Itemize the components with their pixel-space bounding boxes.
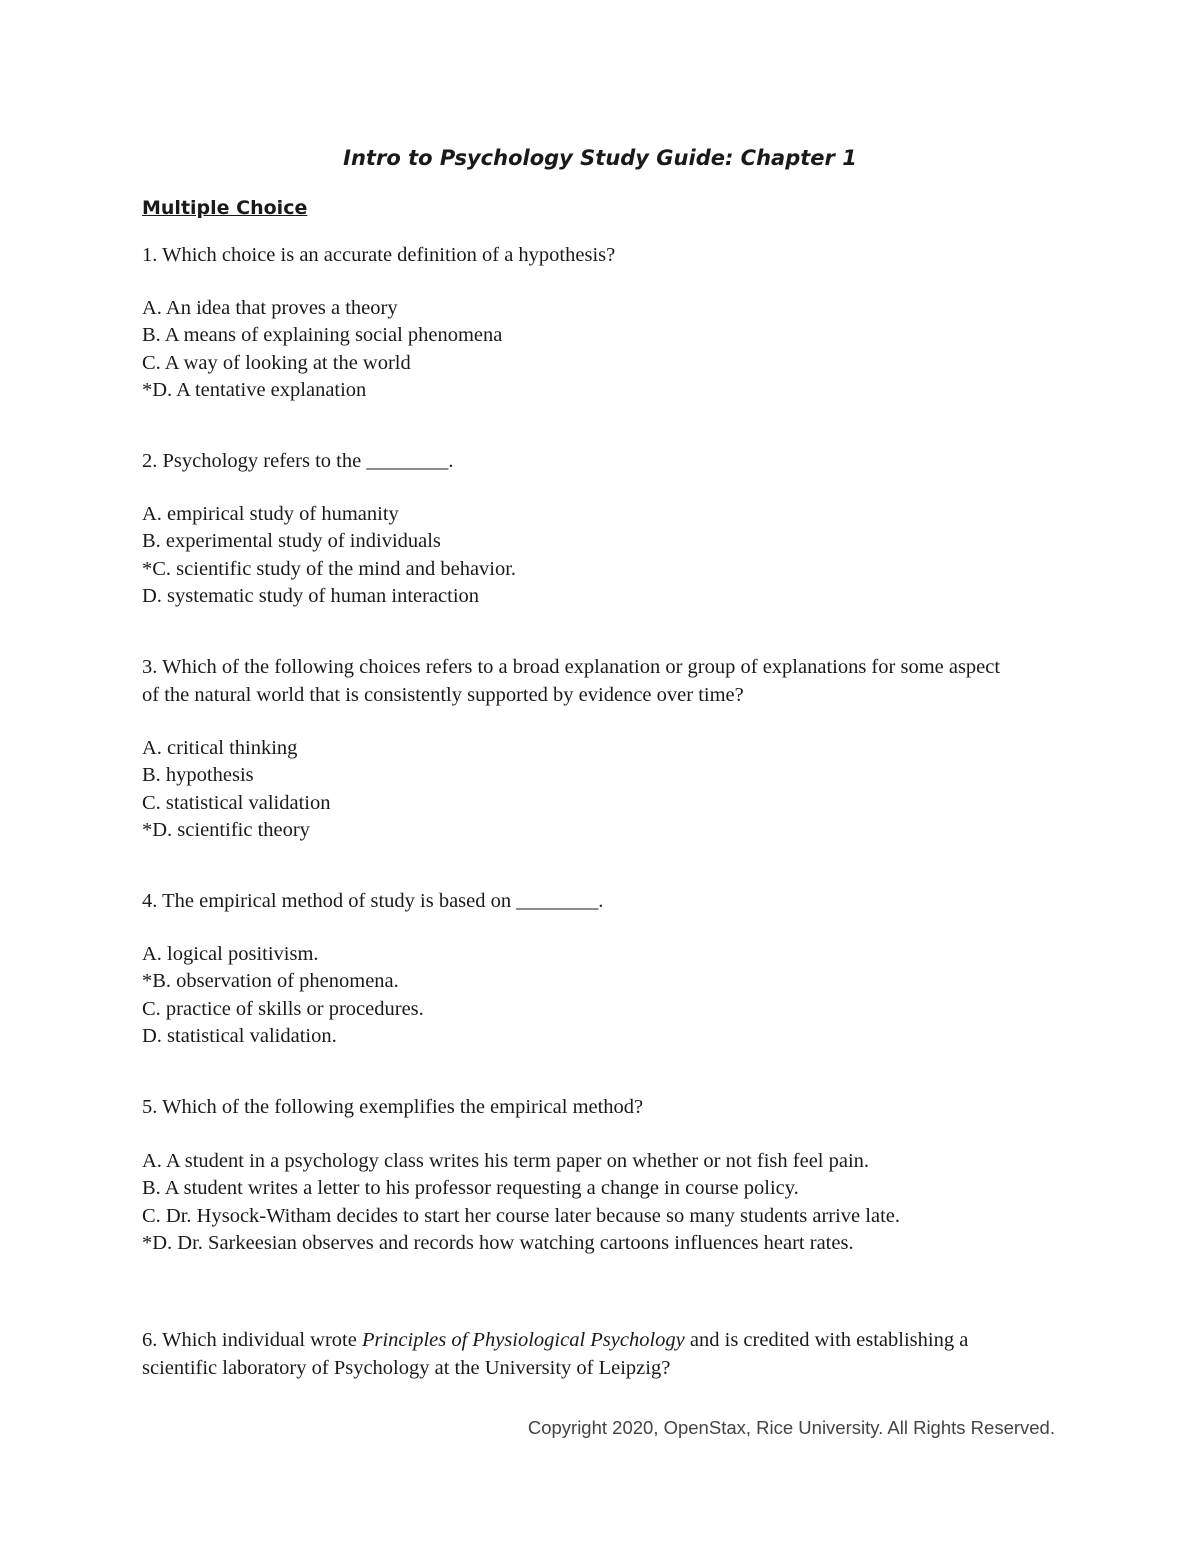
question-1-stem: 1. Which choice is an accurate definition of a hypothesis? — [142, 244, 616, 266]
question-2-option-c: *C. scientific study of the mind and behavior. — [142, 557, 517, 580]
question-5-options — [142, 1148, 1102, 1257]
question-4-option-c: C. practice of skills or procedures. — [142, 997, 424, 1020]
question-5-option-b: B. A student writes a letter to his professor requesting a change in course policy. — [142, 1177, 799, 1200]
question-6-stem-suffix: and is credited with establishing a scientific laboratory of Psychology at the University of Leipzig? — [142, 1329, 969, 1379]
question-3-stem: 3. Which of the following choices refers to a broad explanation or group of explanations for some aspect of the natural world that is consistently supported by evidence over time? — [142, 656, 1001, 706]
copyright-footer: Copyright 2020, OpenStax, Rice University. All Rights Reserved. — [527, 1417, 1055, 1438]
question-2-option-a: A. empirical study of humanity — [142, 503, 399, 525]
question-4-stem: 4. The empirical method of study is based on ________. — [142, 890, 604, 912]
page-title: Intro to Psychology Study Guide: Chapter 1 — [343, 146, 857, 170]
question-6-stem-prefix: 6. Which individual wrote — [142, 1329, 362, 1351]
question-3-option-a: A. critical thinking — [142, 737, 298, 759]
question-4-option-d: D. statistical validation. — [142, 1024, 337, 1047]
question-3-option-d: *D. scientific theory — [142, 818, 310, 841]
question-2-options — [142, 501, 1102, 610]
question-4-option-b: *B. observation of phenomena. — [142, 970, 399, 993]
question-4-options — [142, 941, 1102, 1050]
question-5-option-c: C. Dr. Hysock-Witham decides to start her course later because so many students arrive late. — [142, 1204, 900, 1227]
section-heading-multiple-choice: Multiple Choice — [142, 197, 308, 219]
question-2-stem: 2. Psychology refers to the ________. — [142, 450, 454, 472]
question-1-options — [142, 295, 1102, 404]
question-4-option-a: A. logical positivism. — [142, 943, 319, 965]
question-2-option-d: D. systematic study of human interaction — [142, 584, 480, 607]
question-1-option-d: *D. A tentative explanation — [142, 378, 367, 401]
question-1-option-a: A. An idea that proves a theory — [142, 297, 398, 319]
question-1-option-b: B. A means of explaining social phenomena — [142, 324, 503, 347]
question-6-book-title: Principles of Physiological Psychology — [361, 1329, 685, 1351]
question-3-option-b: B. hypothesis — [142, 764, 254, 787]
question-5-option-a: A. A student in a psychology class writes his term paper on whether or not fish feel pain. — [142, 1150, 870, 1172]
question-2-option-b: B. experimental study of individuals — [142, 530, 441, 553]
question-5-option-d: *D. Dr. Sarkeesian observes and records how watching cartoons influences heart rates. — [142, 1231, 854, 1254]
question-5-stem: 5. Which of the following exemplifies the empirical method? — [142, 1096, 644, 1118]
question-3-options — [142, 735, 1102, 844]
question-3-option-c: C. statistical validation — [142, 791, 331, 814]
question-1-option-c: C. A way of looking at the world — [142, 351, 411, 374]
question-6-stem — [142, 1327, 972, 1382]
